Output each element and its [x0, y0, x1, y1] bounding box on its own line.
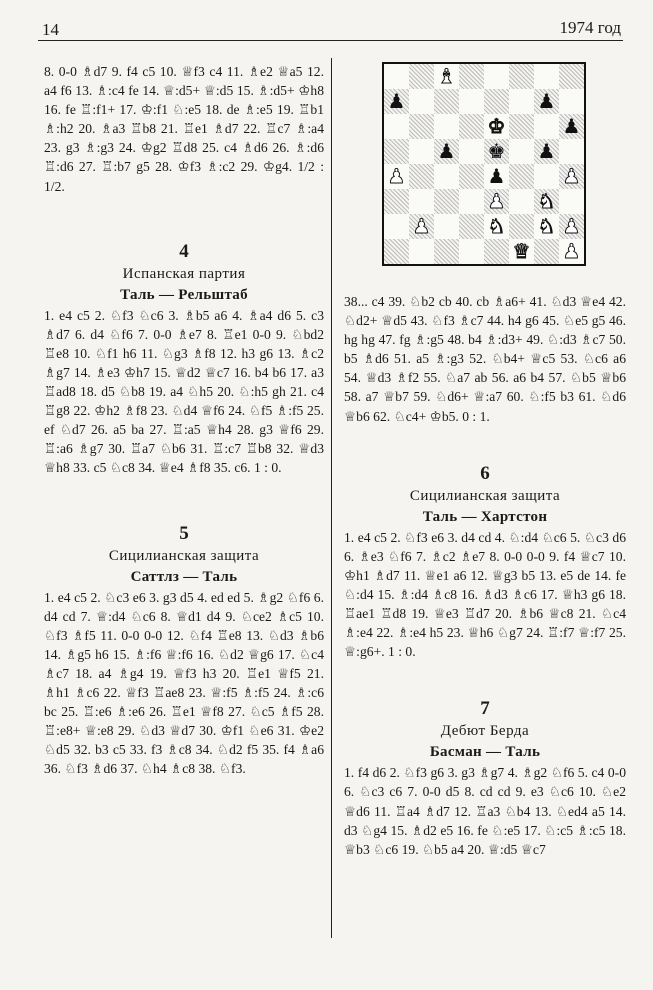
- game-number: 4: [179, 240, 189, 262]
- game-number: 6: [480, 462, 490, 484]
- board-square: [434, 214, 459, 239]
- game-7-header: [344, 697, 626, 763]
- game-6-moves: 1. e4 c5 2. ♘f3 e6 3. d4 cd 4. ♘:d4 ♘c6 5. ♘c3 d6 6. ♗e3 ♘f6 7. ♗c2 ♗e7 8. 0-0 0-0 9. f4 ♕c7 10. ♔h1 ♗d7 11. ♕e1 a6 12. ♕g3 b5 13. e5 de 14. fe ♘:d4 15. ♗:d4 ♗c8 16. ♗d3 ♗c6 17. ♕h3 g6 18. ♖ae1 ♖d8 19. ♕e3 ♖d7 20. ♗b6 ♕c8 21. ♘c4 ♗:e4 22. ♗:e4 h5 23. ♕h6 ♘g7 24. ♖:f7 ♕:f7 25. ♕:g6+. 1 : 0.: [344, 529, 626, 660]
- board-square: [534, 164, 559, 189]
- players: Таль — Хартстон: [422, 508, 548, 525]
- board-square: [384, 214, 409, 239]
- white-pawn-icon: ♟: [387, 165, 406, 188]
- board-square: [434, 164, 459, 189]
- game-5-header: [44, 522, 324, 588]
- board-square: [509, 189, 534, 214]
- players: Саттлз — Таль: [130, 568, 238, 585]
- board-square: [409, 164, 434, 189]
- players: Басман — Таль: [429, 744, 541, 761]
- board-square: [509, 164, 534, 189]
- board-square: [509, 214, 534, 239]
- board-square: [459, 164, 484, 189]
- game-4-header: [44, 240, 324, 306]
- board-square: [459, 89, 484, 114]
- black-pawn-icon: ♟: [537, 140, 556, 163]
- game5-continuation: 38... c4 39. ♘b2 cb 40. cb ♗a6+ 41. ♘d3 ♕e4 42. ♘d2+ ♕d5 43. ♘f3 ♗c7 44. h4 g6 45. ♘e5 g5 46. hg hg 47. fg ♗:g5 48. b4 ♗:d3+ 49. ♘:d3 ♗c7 50. b5 ♗d6 51. a5 ♗:g3 52. ♘b4+ ♕c5 53. ♘c6 a6 54. ♕d3 ♗f2 55. ♘a7 ab 56. a6 b4 57. ♘b5 ♕b6 58. a7 ♕b7 59. ♘d6+ ♕:a7 60. ♘:f5 b3 61. ♘d6 ♕b6 62. ♘c4+ ♔b5. 0 : 1.: [344, 294, 626, 424]
- board-square: [509, 114, 534, 139]
- board-square: [484, 239, 509, 264]
- board-square: [384, 189, 409, 214]
- board-square: [484, 139, 509, 164]
- black-pawn-icon: ♟: [487, 165, 506, 188]
- board-square: [509, 239, 534, 264]
- white-pawn-icon: ♟: [562, 215, 581, 238]
- board-square: [459, 139, 484, 164]
- board-square: [559, 64, 584, 89]
- board-square: [534, 114, 559, 139]
- white-pawn-icon: ♟: [562, 240, 581, 263]
- players: Таль — Рельштаб: [120, 286, 248, 303]
- white-knight-icon: ♞: [487, 215, 506, 238]
- white-knight-icon: ♞: [537, 190, 556, 213]
- opening-name: Испанская партия: [122, 265, 246, 282]
- board-square: [559, 214, 584, 239]
- right-column: [344, 62, 626, 859]
- board-square: [509, 64, 534, 89]
- board-square: [434, 89, 459, 114]
- board-square: [534, 64, 559, 89]
- board-square: [534, 214, 559, 239]
- board-square: [484, 114, 509, 139]
- board-square: [384, 114, 409, 139]
- black-pawn-icon: ♟: [387, 90, 406, 113]
- board-square: [559, 114, 584, 139]
- page-number: 14: [42, 20, 59, 39]
- board-square: [384, 139, 409, 164]
- board-square: [384, 64, 409, 89]
- board-square: [559, 189, 584, 214]
- board-square: [434, 64, 459, 89]
- board-square: [534, 89, 559, 114]
- board-square: [509, 139, 534, 164]
- board-square: [434, 189, 459, 214]
- board-square: [409, 139, 434, 164]
- board-square: [459, 189, 484, 214]
- black-pawn-icon: ♟: [437, 140, 456, 163]
- board-square: [459, 114, 484, 139]
- board-square: [409, 64, 434, 89]
- black-pawn-icon: ♟: [537, 90, 556, 113]
- game-6-header: [344, 462, 626, 528]
- board-square: [534, 239, 559, 264]
- black-king-icon: ♚: [487, 140, 506, 163]
- left-column: [44, 62, 324, 778]
- board-square: [534, 139, 559, 164]
- opening-name: Сицилианская защита: [108, 547, 260, 564]
- board-square: [434, 239, 459, 264]
- game-7-moves: 1. f4 d6 2. ♘f3 g6 3. g3 ♗g7 4. ♗g2 ♘f6 5. c4 0-0 6. ♘c3 c6 7. 0-0 d5 8. cd cd 9. e3 ♘c6 10. ♘e2 ♕d6 11. ♖a4 ♗d7 12. ♖a3 ♘b4 13. ♘ed4 a5 14. d3 ♘g4 15. ♗d2 e5 16. fe ♘:e5 17. ♘:c5 ♗:c5 18. ♕b3 ♘c6 19. ♘b5 a4 20. ♕:d5 ♕c7: [344, 765, 626, 857]
- opening-name: Сицилианская защита: [409, 487, 561, 504]
- board-square: [509, 89, 534, 114]
- white-queen-icon: ♛: [512, 240, 531, 263]
- game3-continuation: 8. 0-0 ♗d7 9. f4 c5 10. ♕f3 c4 11. ♗e2 ♕a5 12. a4 f6 13. ♗:c4 fe 14. ♕:d5+ ♕:d5 15. ♗:d5+ ♔h8 16. fe ♖:f1+ 17. ♔:f1 ♘:e5 18. de ♗:e5 19. ♖b1 ♗:h2 20. ♗a3 ♖b8 21. ♖e1 ♗d7 22. ♖c7 ♗:a4 23. g3 ♗:g3 24. ♔g2 ♖d8 25. c4 ♗d6 26. ♗:d6 ♖:d6 27. ♖:b7 g5 28. ♔f3 ♗:c2 29. ♔g4. 1/2 : 1/2.: [44, 64, 324, 194]
- page-header: [38, 18, 623, 41]
- board-square: [434, 114, 459, 139]
- game-5-moves: 1. e4 c5 2. ♘c3 e6 3. g3 d5 4. ed ed 5. ♗g2 ♘f6 6. d4 cd 7. ♕:d4 ♘c6 8. ♕d1 d4 9. ♘ce2 ♗c5 10. ♘f3 ♗f5 11. 0-0 0-0 12. ♘f4 ♖e8 13. ♘d3 ♗b6 14. ♗g5 h6 15. ♗:f6 ♕:f6 16. ♘d2 ♕g6 17. ♘c4 ♗c7 18. a4 ♗g4 19. ♕f3 h3 20. ♖e1 ♕f5 21. ♗h1 ♗c6 22. ♕f3 ♖ae8 23. ♕:f5 ♗:f5 24. ♗:c6 bc 25. ♖:e6 ♗:e6 26. ♖e1 ♕f8 27. ♘c5 ♗f5 28. ♖:e8+ ♕:e8 29. ♘d3 ♕d7 30. ♔f1 ♘e6 31. ♔e2 ♘d5 32. b3 c5 33. f3 ♗c8 34. ♘d2 f5 35. f4 ♗a6 36. ♘f3 ♗d6 37. ♘h4 ♗c8 38. ♘f3.: [44, 589, 324, 777]
- board-square: [434, 139, 459, 164]
- white-pawn-icon: ♟: [412, 215, 431, 238]
- game-number: 5: [179, 522, 189, 544]
- white-king-icon: ♚: [487, 115, 506, 138]
- board-square: [384, 239, 409, 264]
- chess-diagram: [382, 62, 586, 266]
- board-square: [559, 139, 584, 164]
- game-number: 7: [480, 698, 490, 720]
- black-pawn-icon: ♟: [562, 115, 581, 138]
- board-square: [484, 89, 509, 114]
- board-square: [409, 89, 434, 114]
- board-square: [384, 89, 409, 114]
- board-square: [459, 64, 484, 89]
- board-square: [559, 164, 584, 189]
- board-square: [459, 239, 484, 264]
- board-square: [409, 214, 434, 239]
- board-square: [409, 239, 434, 264]
- white-knight-icon: ♞: [537, 215, 556, 238]
- running-title: 1974 год: [559, 18, 621, 37]
- board-square: [384, 164, 409, 189]
- board-square: [409, 114, 434, 139]
- opening-name: Дебют Берда: [440, 723, 530, 740]
- board-square: [559, 239, 584, 264]
- board-square: [484, 189, 509, 214]
- white-bishop-icon: ♝: [437, 65, 456, 88]
- board-square: [484, 164, 509, 189]
- board-square: [484, 64, 509, 89]
- white-pawn-icon: ♟: [562, 165, 581, 188]
- board-square: [559, 89, 584, 114]
- board-square: [534, 189, 559, 214]
- column-divider: [331, 58, 332, 938]
- board-square: [459, 214, 484, 239]
- board-square: [409, 189, 434, 214]
- game-4-moves: 1. e4 c5 2. ♘f3 ♘c6 3. ♗b5 a6 4. ♗a4 d6 5. c3 ♗d7 6. d4 ♘f6 7. 0-0 ♗e7 8. ♖e1 0-0 9. ♘bd2 ♖e8 10. ♘f1 h6 11. ♘g3 ♗f8 12. h3 g6 13. ♗c2 ♗g7 14. ♗e3 ♔h7 15. ♕d2 ♕c7 16. b4 b6 17. a3 ♖ad8 18. d5 ♘b8 19. a4 ♘h5 20. ♘:h5 gh 21. c4 ♖g8 22. ♔h2 ♗f8 23. ♘d4 ♕f6 24. ♘f5 ♗:f5 25. ef ♘d7 26. a5 ba 27. ♖:a5 ♕h4 28. g3 ♕f6 29. ♖:a6 ♗g7 30. ♖a7 ♘b6 31. ♖:c7 ♖b8 32. ♕d3 ♕h8 33. c5 ♘c8 34. ♕e4 ♗f8 35. c6. 1 : 0.: [44, 307, 324, 476]
- board-square: [484, 214, 509, 239]
- white-pawn-icon: ♟: [487, 190, 506, 213]
